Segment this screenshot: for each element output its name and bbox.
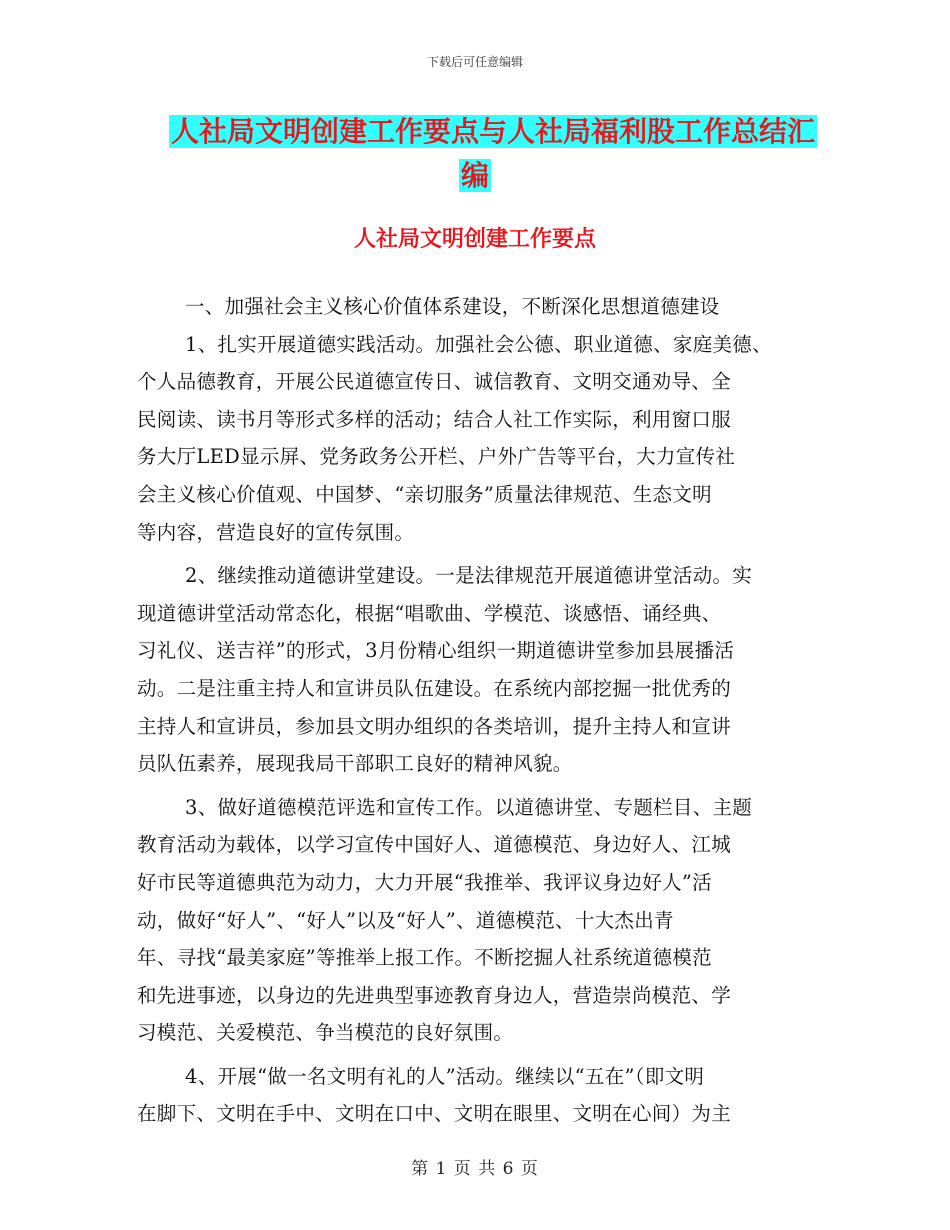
text-line: 和先进事迹，以身边的先进典型事迹教育身边人，营造崇尚模范、学 [137,983,732,1007]
text-line: 个人品德教育，开展公民道德宣传日、诚信教育、文明交通劝导、全 [137,370,732,394]
document-title-line-1 [18,109,950,155]
paragraph-item-1 [137,326,817,552]
text-line: 动。二是注重主持人和宣讲员队伍建设。在系统内部挖掘一批优秀的 [137,676,732,700]
header-note: 下载后可任意编辑 [426,55,523,69]
text-line: 员队伍素养，展现我局干部职工良好的精神风貌。 [137,752,573,776]
document-title-text-1: 人社局文明创建工作要点与人社局福利股工作总结汇 [170,115,815,148]
text-line: 动，做好“好人”、“好人”以及“好人”、道德模范、十大杰出青 [137,908,674,932]
text-line: 2、继续推动道德讲堂建设。一是法律规范开展道德讲堂活动。实 [185,564,753,588]
text-line: 一、加强社会主义核心价值体系建设，不断深化思想道德建设 [185,295,720,318]
text-line: 会主义核心价值观、中国梦、“亲切服务”质量法律规范、生态文明 [137,482,712,506]
paragraph-heading-1 [137,288,817,326]
text-line: 教育活动为载体，以学习宣传中国好人、道德模范、身边好人、江城 [137,833,732,857]
text-line: 好市民等道德典范为动力，大力开展“我推举、我评议身边好人”活 [137,870,712,894]
document-title-text-2: 编 [460,159,489,192]
paragraph-item-2 [137,557,817,783]
text-line: 主持人和宣讲员，参加县文明办组织的各类培训，提升主持人和宣讲 [137,714,732,738]
page-footer: 第 1 页 共 6 页 [411,1159,539,1179]
text-line: 1、扎实开展道德实践活动。加强社会公德、职业道德、家庭美德、 [185,332,772,356]
text-line: 民阅读、读书月等形式多样的活动；结合人社工作实际，利用窗口服 [137,407,732,431]
text-line: 4、开展“做一名文明有礼的人”活动。继续以“五在”（即文明 [185,1064,705,1088]
text-line: 在脚下、文明在手中、文明在口中、文明在眼里、文明在心间）为主 [137,1102,732,1126]
document-body [137,288,817,1133]
text-line: 习模范、关爱模范、争当模范的良好氛围。 [137,1021,514,1045]
paragraph-item-4 [137,1058,817,1133]
paragraph-item-3 [137,789,817,1052]
text-line: 现道德讲堂活动常态化，根据“唱歌曲、学模范、谈感悟、诵经典、 [137,601,722,625]
text-line: 年、寻找“最美家庭”等推举上报工作。不断挖掘人社系统道德模范 [137,946,712,970]
section-title: 人社局文明创建工作要点 [353,227,596,252]
document-title-line-2 [0,153,950,199]
text-line: 务大厅LED显示屏、党务政务公开栏、户外广告等平台，大力宣传社 [137,445,736,469]
text-line: 等内容，营造良好的宣传氛围。 [137,520,415,544]
text-line: 习礼仪、送吉祥”的形式，3月份精心组织一期道德讲堂参加县展播活 [137,639,735,663]
text-line: 3、做好道德模范评选和宣传工作。以道德讲堂、专题栏目、主题 [185,795,753,819]
